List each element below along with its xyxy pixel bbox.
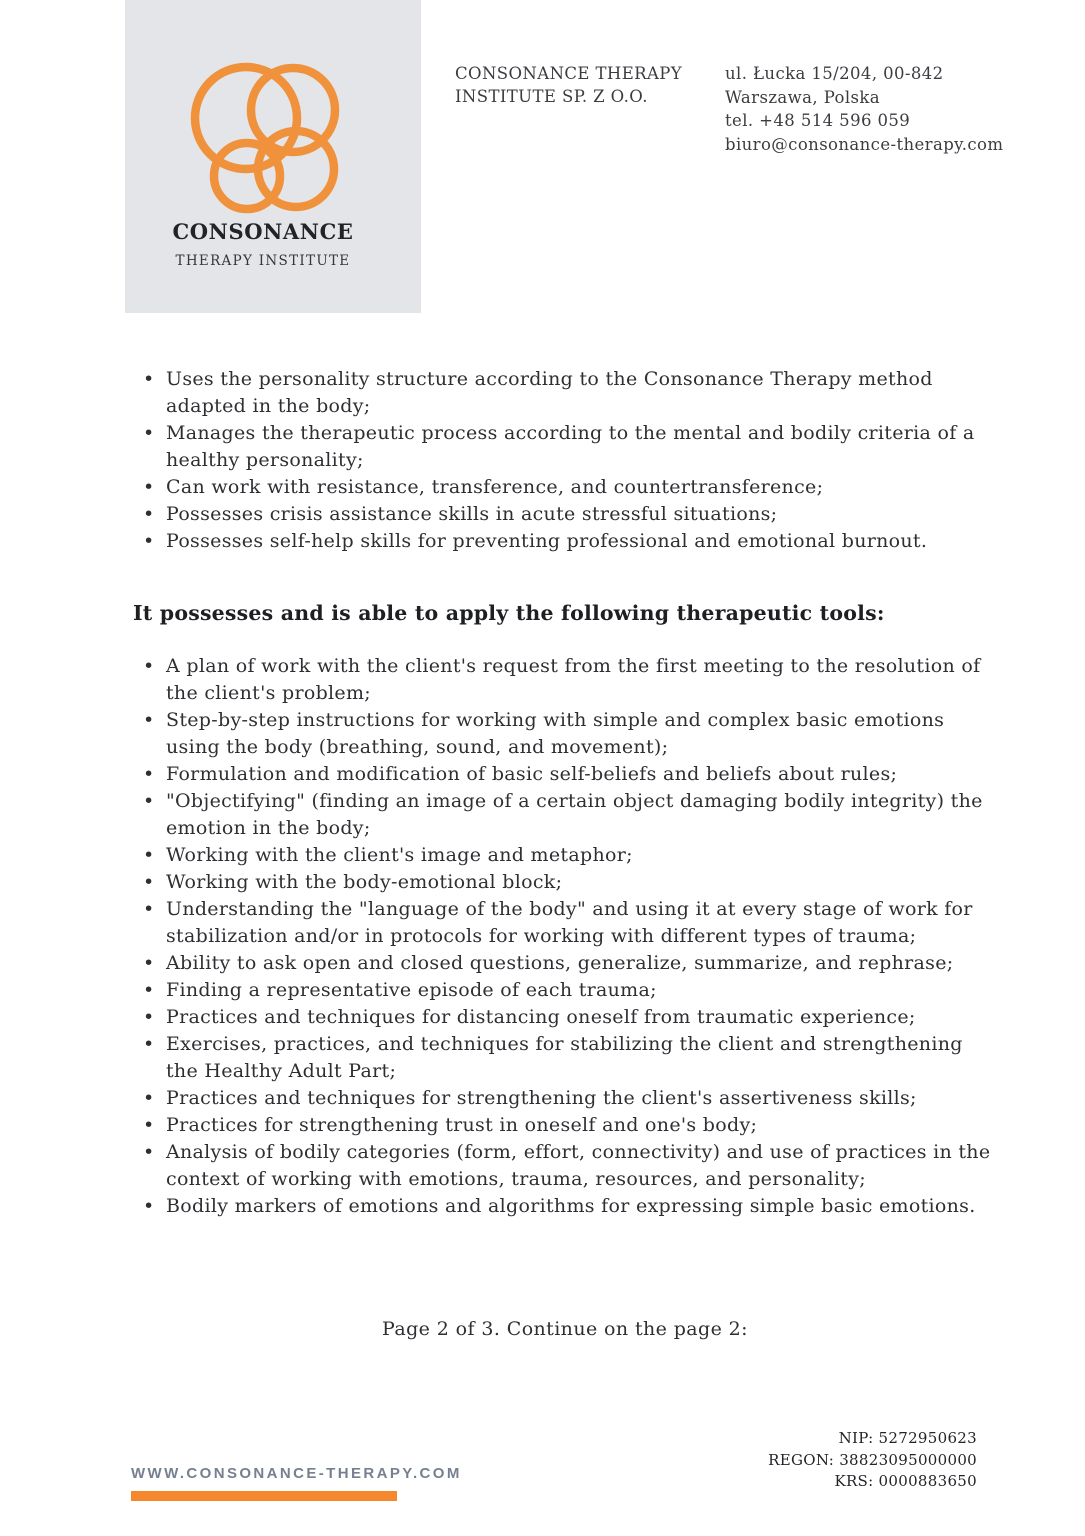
website-url: WWW.CONSONANCE-THERAPY.COM [131,1465,462,1482]
page-continuation-note: Page 2 of 3. Continue on the page 2: [382,1318,748,1340]
list-item: • Uses the personality structure according to the Consonance Therapy method adapted in the body; [133,366,997,420]
company-name-line: CONSONANCE THERAPY [455,64,683,83]
skills-list [133,366,997,555]
list-item: • Formulation and modification of basic self-beliefs and beliefs about rules; [133,761,997,788]
brand-header-box [125,0,421,313]
list-item: • Working with the body-emotional block; [133,869,997,896]
footer-accent-bar [131,1491,397,1501]
tools-section-heading: It possesses and is able to apply the following therapeutic tools: [133,601,885,625]
list-item: • Can work with resistance, transference, and countertransference; [133,474,997,501]
list-item: • Ability to ask open and closed questions, generalize, summarize, and rephrase; [133,950,997,977]
list-item: • Bodily markers of emotions and algorithms for expressing simple basic emotions. [133,1193,997,1220]
list-item: • Practices and techniques for distancing oneself from traumatic experience; [133,1004,997,1031]
list-item: • Practices and techniques for strengthening the client's assertiveness skills; [133,1085,997,1112]
krs-number: KRS: 0000883650 [834,1472,977,1490]
list-item: • Practices for strengthening trust in oneself and one's body; [133,1112,997,1139]
list-item: • Possesses crisis assistance skills in acute stressful situations; [133,501,997,528]
company-name-block [455,62,682,108]
list-item: • "Objectifying" (finding an image of a certain object damaging bodily integrity) the emotion in the body; [133,788,997,842]
company-registration-ids [768,1428,977,1493]
list-item: • Step-by-step instructions for working with simple and complex basic emotions using the body (breathing, sound, and movement); [133,707,997,761]
list-item: • Understanding the "language of the body" and using it at every stage of work for stabilization and/or in protocols for working with different types of trauma; [133,896,997,950]
list-item: • Analysis of bodily categories (form, effort, connectivity) and use of practices in the context of working with emotions, trauma, resources, and personality; [133,1139,997,1193]
address-city: Warszawa, Polska [725,87,881,107]
document-body [133,366,997,1220]
list-item: • Manages the therapeutic process according to the mental and bodily criteria of a healthy personality; [133,420,997,474]
list-item: • Possesses self-help skills for preventing professional and emotional burnout. [133,528,997,555]
list-item: • Exercises, practices, and techniques for stabilizing the client and strengthening the Healthy Adult Part; [133,1031,997,1085]
list-item: • A plan of work with the client's request from the first meeting to the resolution of the client's problem; [133,653,997,707]
list-item: • Working with the client's image and metaphor; [133,842,997,869]
regon-number: REGON: 38823095000000 [768,1450,977,1469]
nip-number: NIP: 5272950623 [838,1429,977,1447]
list-item: • Finding a representative episode of each trauma; [133,977,997,1004]
logo-circle [214,143,280,209]
address-block [725,62,1003,156]
company-name-line: INSTITUTE SP. Z O.O. [455,87,648,106]
logo-subtitle: THERAPY INSTITUTE [175,253,351,269]
logo-title: CONSONANCE [172,219,354,244]
tools-list [133,653,997,1220]
phone-number: tel. +48 514 596 059 [725,111,911,130]
address-street: ul. Łucka 15/204, 00-842 [725,64,944,83]
email-address: biuro@consonance-therapy.com [725,134,1004,154]
